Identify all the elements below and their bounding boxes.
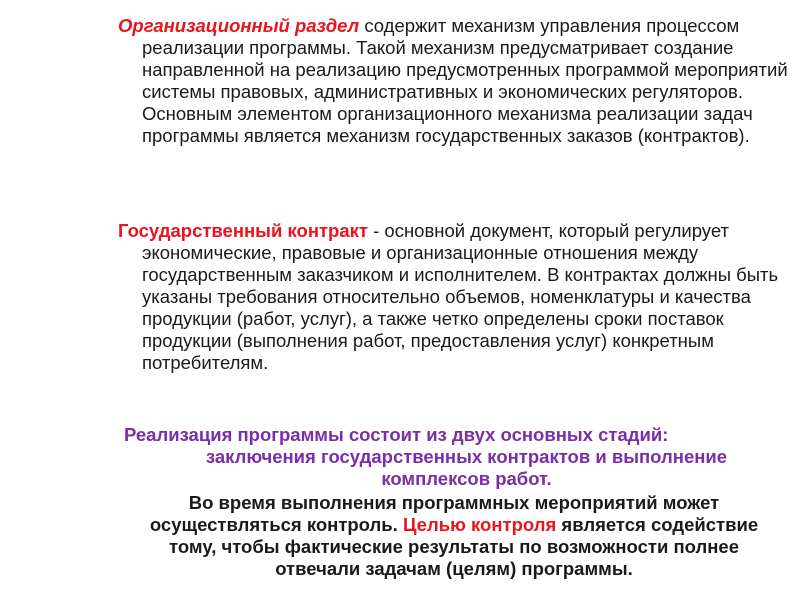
state-contract-paragraph [118, 220, 800, 374]
control-highlight: Целью контроля [402, 514, 557, 535]
org-section-text: содержит механизм управления процессом реализации программы. Такой механизм предусматривает создание направленной на реализацию предусмотренных программой мероприятий системы правовых, административных и экономических регуляторов. [142, 15, 788, 102]
control-text-before: Во время выполнения программных мероприятий может осуществляться контроль. [149, 492, 720, 535]
stages-paragraph [124, 424, 784, 490]
org-section-term: Организационный раздел [118, 15, 360, 36]
stages-line-2: заключения государственных контрактов и выполнение комплексов работ. [205, 446, 728, 489]
org-section-paragraph [118, 15, 792, 147]
control-paragraph [134, 492, 774, 580]
control-text-after: является содействие тому, чтобы фактические результаты по возможности полнее отвечали задачам (целям) программы. [169, 514, 759, 579]
stages-line-1: Реализация программы состоит из двух основных стадий: [124, 424, 669, 445]
state-contract-term: Государственный контракт [118, 220, 368, 241]
org-section-continuation: Основным элементом организационного механизма реализации задач программы является механизм государственных заказов (контрактов). [142, 103, 753, 146]
state-contract-text: - основной документ, который регулирует экономические, правовые и организационные отношения между государственным заказчиком и исполнителем. В контрактах должны быть указаны требования относительно объемов, номенклатуры и качества продукции (работ, услуг), а также четко определены сроки поставок продукции (выполнения работ, предоставления услуг) конкретным потребителям. [142, 220, 779, 373]
